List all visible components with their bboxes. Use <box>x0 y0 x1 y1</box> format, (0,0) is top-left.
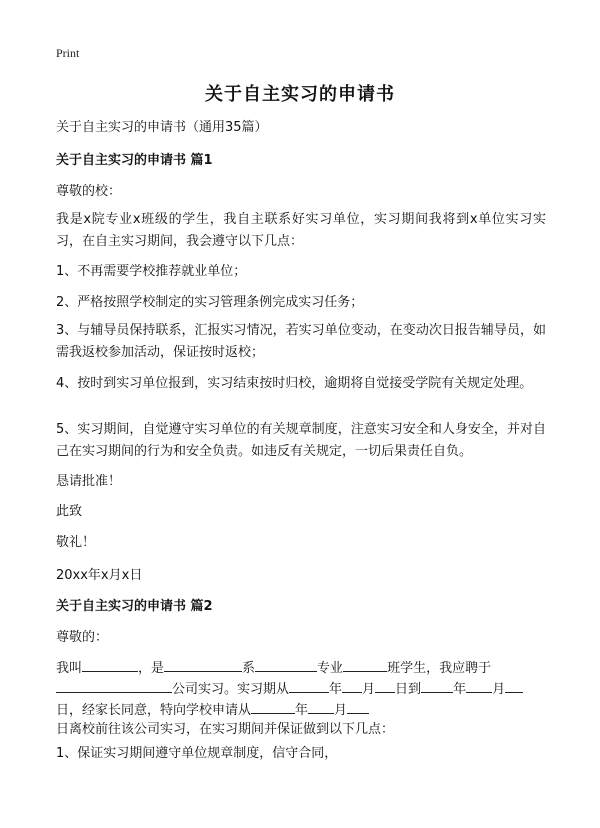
end-year-blank <box>421 678 453 693</box>
form-text: 班学生，我应聘于 <box>387 661 492 676</box>
form-text: 年 <box>295 703 309 718</box>
form-text: 专业 <box>317 661 344 676</box>
section2-salutation: 尊敬的： <box>56 630 109 645</box>
section1-item-1: 1、不再需要学校推荐就业单位； <box>56 264 247 279</box>
form-text: 日离校前往该公司实习，在实习期间并保证做到以下几点： <box>56 722 395 737</box>
form-line-1 <box>56 657 546 679</box>
company-blank <box>56 678 172 693</box>
form-line-3 <box>56 699 546 721</box>
closing-line-2: 敬礼！ <box>56 535 96 550</box>
form-text: 年 <box>453 682 467 697</box>
start-month-blank <box>342 678 362 693</box>
section1-item-4: 4、按时到实习单位报到，实习结束按时归校，逾期将自觉接受学院有关规定处理。 <box>56 376 533 391</box>
section1-item-2: 2、严格按照学校制定的实习管理条例完成实习任务； <box>56 295 364 310</box>
class-blank <box>343 657 387 672</box>
form-text: 日，经家长同意，特向学校申请从 <box>56 703 252 718</box>
form-text: 月 <box>492 682 506 697</box>
section1-item-3: 3、与辅导员保持联系，汇报实习情况，若实习单位变动，在变动次日报告辅导员，如需我返校参加活动，保证按时返校； <box>56 323 546 360</box>
end-day-blank <box>505 678 523 693</box>
print-label[interactable]: Print <box>56 46 80 60</box>
department-blank <box>164 657 242 672</box>
end-month-blank <box>466 678 492 693</box>
section1-intro: 我是x院专业x班级的学生，我自主联系好实习单位，实习期间我将到x单位实习实习，在自主实习期间，我会遵守以下几点： <box>56 212 546 249</box>
start-day-blank <box>375 678 395 693</box>
form-line-4 <box>56 720 546 740</box>
document-subtitle: 关于自主实习的申请书（通用35篇） <box>56 120 268 135</box>
start-year-blank <box>289 678 329 693</box>
section1-item-5: 5、实习期间，自觉遵守实习单位的有关规章制度，注意实习安全和人身安全，并对自己在实习期间的行为和安全负责。如违反有关规定，一切后果责任自负。 <box>56 422 546 459</box>
form-text: 我叫 <box>56 661 83 676</box>
section1-salutation: 尊敬的校： <box>56 184 122 199</box>
request-line: 恳请批准！ <box>56 474 122 489</box>
name-blank <box>82 657 138 672</box>
document-title: 关于自主实习的申请书 <box>205 84 395 105</box>
form-text: 年 <box>329 682 343 697</box>
form-text: 月 <box>362 682 376 697</box>
leave-day-blank <box>347 699 369 714</box>
form-text: ，是 <box>138 661 165 676</box>
date-line: 20xx年x月x日 <box>56 568 143 583</box>
form-text: 日到 <box>395 682 422 697</box>
form-text: 公司实习。实习期从 <box>172 682 290 697</box>
form-text: 系 <box>242 661 256 676</box>
closing-line-1: 此致 <box>56 504 83 519</box>
section2-heading: 关于自主实习的申请书 篇2 <box>56 599 213 614</box>
form-line-2 <box>56 678 546 700</box>
section1-heading: 关于自主实习的申请书 篇1 <box>56 153 213 168</box>
section2-item-1: 1、保证实习期间遵守单位规章制度，信守合同， <box>56 746 338 761</box>
leave-year-blank <box>251 699 295 714</box>
major-blank <box>255 657 317 672</box>
leave-month-blank <box>308 699 334 714</box>
form-text: 月 <box>334 703 348 718</box>
